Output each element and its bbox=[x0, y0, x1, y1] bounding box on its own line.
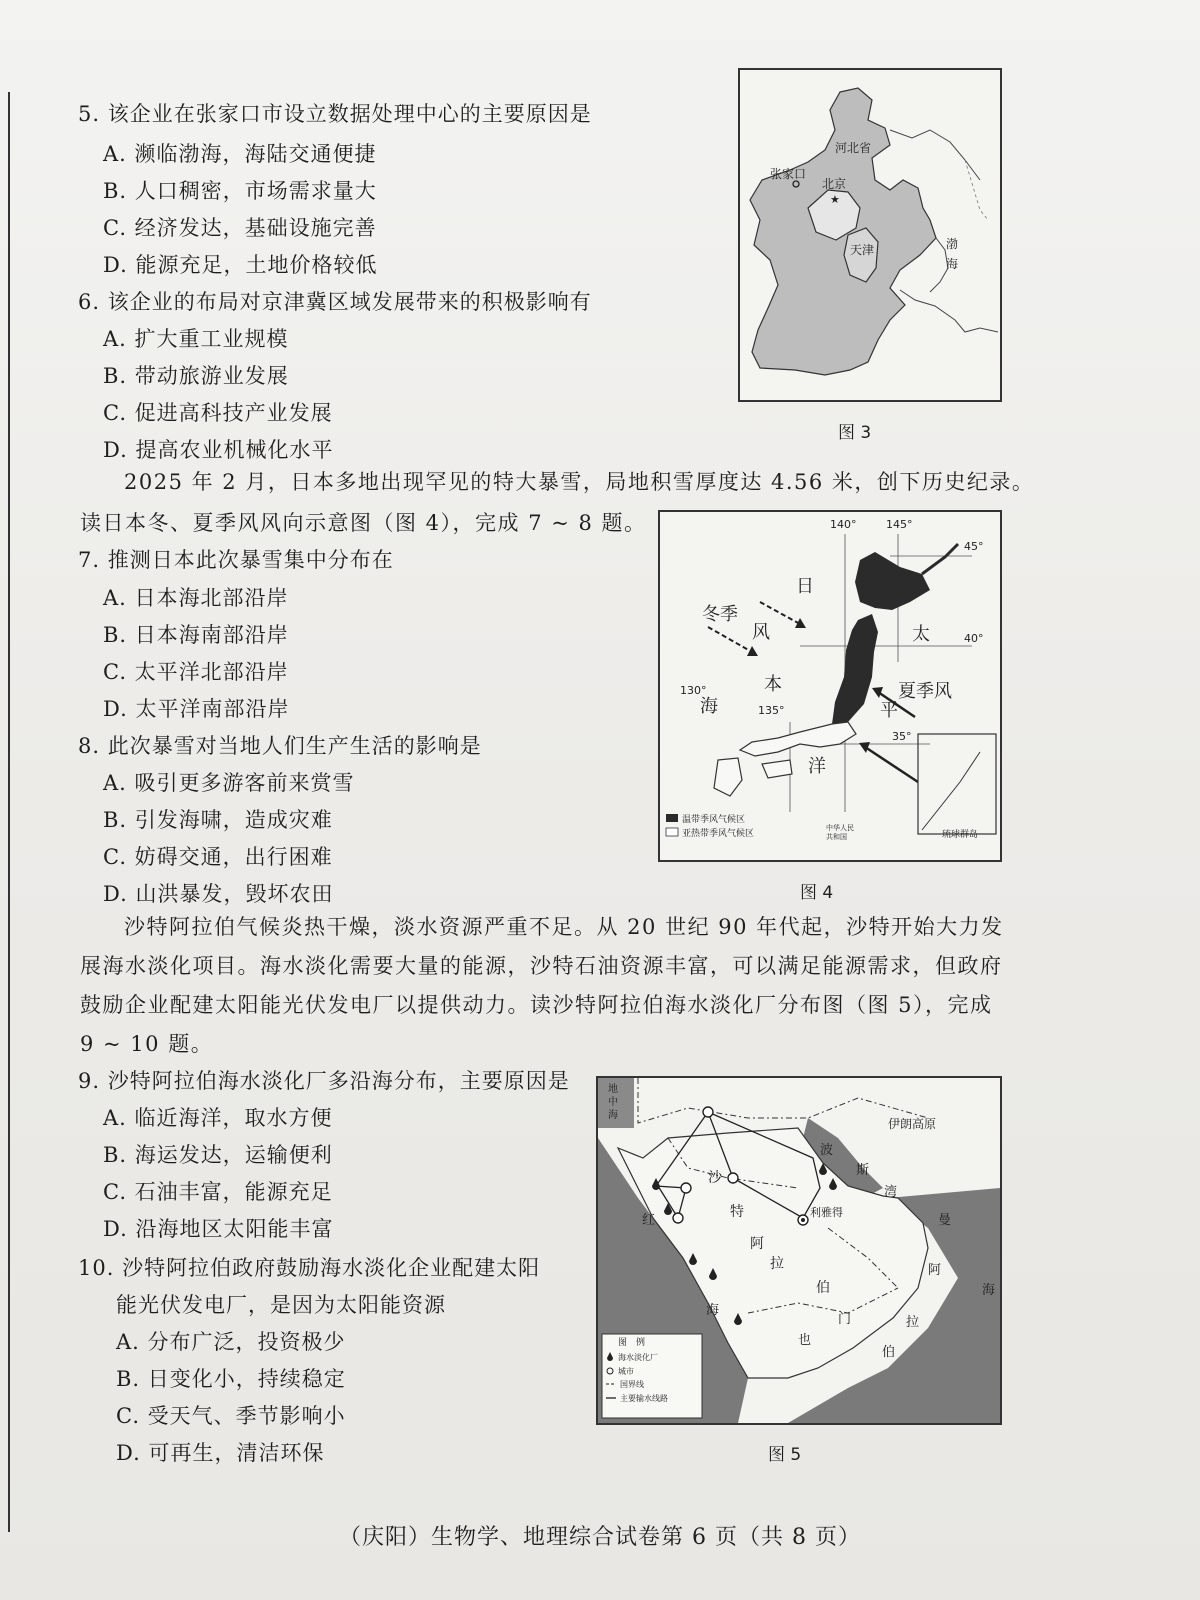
yemen-label-1: 门 bbox=[838, 1312, 852, 1327]
q6-stem: 6. 该企业的布局对京津冀区域发展带来的积极影响有 bbox=[78, 290, 592, 314]
hokkaido bbox=[855, 552, 930, 610]
q5-option-b: B. 人口稠密，市场需求量大 bbox=[103, 179, 377, 203]
lon-130: 130° bbox=[680, 684, 707, 697]
q6-option-d: D. 提高农业机械化水平 bbox=[103, 438, 334, 462]
passage3-line2: 展海水淡化项目。海水淡化需要大量的能源，沙特石油资源丰富，可以满足能源需求，但政府 bbox=[80, 954, 1003, 978]
lat-40: 40° bbox=[964, 632, 984, 645]
pacific-label-3: 洋 bbox=[808, 756, 826, 777]
q7-option-d: D. 太平洋南部沿岸 bbox=[103, 697, 290, 721]
q5-option-d: D. 能源充足，土地价格较低 bbox=[103, 253, 378, 277]
arabian-sea-label-1: 阿 bbox=[928, 1263, 942, 1278]
q6-option-a: A. 扩大重工业规模 bbox=[103, 327, 289, 351]
kyushu bbox=[714, 758, 742, 796]
honshu-south bbox=[740, 722, 856, 756]
q9-stem: 9. 沙特阿拉伯海水淡化厂多沿海分布，主要原因是 bbox=[78, 1069, 570, 1093]
city-icon bbox=[728, 1173, 738, 1183]
passage2-line2: 读日本冬、夏季风风向示意图（图 4），完成 7 ~ 8 题。 bbox=[80, 511, 647, 535]
q10-option-c: C. 受天气、季节影响小 bbox=[116, 1404, 346, 1428]
mediterranean-label-1: 地 bbox=[608, 1084, 618, 1095]
oman-label: 曼 bbox=[938, 1213, 952, 1228]
q7-option-c: C. 太平洋北部沿岸 bbox=[103, 660, 289, 684]
persian-gulf-label-1: 波 bbox=[820, 1143, 834, 1158]
iran-plateau-label: 伊朗高原 bbox=[888, 1117, 937, 1131]
red-sea-label-1: 红 bbox=[642, 1213, 656, 1228]
q5-option-a: A. 濒临渤海，海陆交通便捷 bbox=[103, 142, 377, 166]
lon-145: 145° bbox=[886, 518, 913, 531]
lon-140: 140° bbox=[830, 518, 857, 531]
temperate-legend-swatch bbox=[666, 814, 678, 822]
q8-option-b: B. 引发海啸，造成灾难 bbox=[103, 808, 333, 832]
q5-stem: 5. 该企业在张家口市设立数据处理中心的主要原因是 bbox=[78, 102, 592, 126]
pacific-label-2: 平 bbox=[880, 700, 898, 721]
q9-option-a: A. 临近海洋，取水方便 bbox=[103, 1106, 333, 1130]
legend-city: 城市 bbox=[618, 1367, 634, 1376]
q10-stem-line2: 能光伏发电厂，是因为太阳能资源 bbox=[116, 1293, 446, 1317]
saudi-label-2: 特 bbox=[730, 1204, 744, 1220]
riyadh-label: 利雅得 bbox=[810, 1206, 843, 1219]
bohai-label-2: 海 bbox=[946, 257, 959, 271]
figure-5-caption: 图 5 bbox=[768, 1445, 802, 1465]
figure-4-caption: 图 4 bbox=[800, 883, 834, 903]
lat-45: 45° bbox=[964, 540, 984, 553]
page-footer: （庆阳）生物学、地理综合试卷第 6 页（共 8 页） bbox=[339, 1525, 861, 1550]
q8-option-a: A. 吸引更多游客前来赏雪 bbox=[103, 771, 355, 795]
saudi-label-4: 拉 bbox=[770, 1256, 784, 1272]
capital-star-icon: ★ bbox=[830, 193, 840, 206]
q8-stem: 8. 此次暴雪对当地人们生产生活的影响是 bbox=[78, 734, 482, 758]
inset-label-left-2: 共和国 bbox=[826, 833, 847, 841]
q7-option-b: B. 日本海南部沿岸 bbox=[103, 623, 289, 647]
city-icon bbox=[681, 1183, 691, 1193]
shikoku bbox=[762, 760, 792, 778]
lon-135: 135° bbox=[758, 704, 785, 717]
honshu-north bbox=[832, 614, 878, 724]
lat-35: 35° bbox=[892, 730, 912, 743]
q10-stem-line1: 10. 沙特阿拉伯政府鼓励海水淡化企业配建太阳 bbox=[78, 1256, 541, 1280]
arabian-sea-label-3: 伯 bbox=[882, 1345, 896, 1360]
saudi-label-3: 阿 bbox=[750, 1236, 764, 1252]
passage3-line3: 鼓励企业配建太阳能光伏发电厂以提供动力。读沙特阿拉伯海水淡化厂分布图（图 5），完成 bbox=[80, 993, 993, 1017]
q10-option-b: B. 日变化小，持续稳定 bbox=[116, 1367, 346, 1391]
subtropical-legend-swatch bbox=[666, 828, 678, 836]
sea-of-japan-label-1: 日 bbox=[796, 576, 814, 597]
beijing-label: 北京 bbox=[822, 177, 847, 191]
sea-of-japan-label-3: 海 bbox=[700, 696, 718, 717]
mediterranean-label-3: 海 bbox=[608, 1110, 618, 1121]
zhangjiakou-label: 张家口 bbox=[770, 167, 807, 181]
q5-option-c: C. 经济发达，基础设施完善 bbox=[103, 216, 377, 240]
legend-temperate: 温带季风气候区 bbox=[682, 815, 746, 825]
figure-3-caption: 图 3 bbox=[838, 423, 872, 443]
persian-gulf-label-2: 斯 bbox=[856, 1163, 870, 1178]
figure-5-map bbox=[596, 1076, 1002, 1425]
city-icon bbox=[673, 1213, 683, 1223]
q10-option-d: D. 可再生，清洁环保 bbox=[116, 1441, 325, 1465]
q10-option-a: A. 分布广泛，投资极少 bbox=[116, 1330, 346, 1354]
passage3-line1: 沙特阿拉伯气候炎热干燥，淡水资源严重不足。从 20 世纪 90 年代起，沙特开始大力发 bbox=[124, 915, 1004, 939]
figure-4-map bbox=[658, 510, 1002, 862]
arabian-sea-label-2: 拉 bbox=[906, 1315, 920, 1330]
figure-3-map bbox=[738, 68, 1002, 402]
passage2-line1: 2025 年 2 月，日本多地出现罕见的特大暴雪，局地积雪厚度达 4.56 米，创下历史纪录。 bbox=[124, 470, 1035, 494]
q8-option-d: D. 山洪暴发，毁坏农田 bbox=[103, 882, 334, 906]
legend-desalination: 海水淡化厂 bbox=[618, 1353, 658, 1362]
pacific-label-1: 太 bbox=[912, 624, 930, 645]
sea-of-japan-label-2: 本 bbox=[764, 674, 782, 695]
binding-line bbox=[8, 92, 10, 1532]
q6-option-b: B. 带动旅游业发展 bbox=[103, 364, 289, 388]
q9-option-b: B. 海运发达，运输便利 bbox=[103, 1143, 333, 1167]
bohai-label-1: 渤 bbox=[946, 237, 959, 251]
inset-label-ryukyu: 琉球群岛 bbox=[942, 830, 979, 840]
q7-option-a: A. 日本海北部沿岸 bbox=[103, 586, 289, 610]
q6-option-c: C. 促进高科技产业发展 bbox=[103, 401, 333, 425]
city-icon bbox=[703, 1107, 713, 1117]
tianjin-label: 天津 bbox=[850, 243, 875, 257]
q9-option-d: D. 沿海地区太阳能丰富 bbox=[103, 1217, 334, 1241]
q8-option-c: C. 妨碍交通，出行困难 bbox=[103, 845, 333, 869]
winter-monsoon-label-2: 风 bbox=[752, 622, 770, 643]
legend-subtropical: 亚热带季风气候区 bbox=[682, 829, 755, 839]
legend-title: 图 例 bbox=[618, 1338, 646, 1348]
saudi-label-1: 沙 bbox=[708, 1170, 722, 1186]
hebei-label: 河北省 bbox=[835, 141, 872, 155]
winter-monsoon-label-1: 冬季 bbox=[702, 604, 738, 625]
saudi-label-5: 伯 bbox=[816, 1280, 830, 1296]
persian-gulf-label-3: 湾 bbox=[884, 1185, 898, 1200]
summer-monsoon-label: 夏季风 bbox=[898, 681, 952, 702]
legend-pipeline: 主要输水线路 bbox=[620, 1394, 668, 1403]
mediterranean-label-2: 中 bbox=[608, 1097, 618, 1108]
inset-label-left-1: 中华人民 bbox=[826, 824, 854, 832]
q9-option-c: C. 石油丰富，能源充足 bbox=[103, 1180, 333, 1204]
passage3-line4: 9 ~ 10 题。 bbox=[80, 1032, 214, 1056]
q7-stem: 7. 推测日本此次暴雪集中分布在 bbox=[78, 548, 394, 572]
yemen-label-2: 也 bbox=[798, 1333, 812, 1348]
arabian-sea-label-4: 海 bbox=[982, 1283, 996, 1298]
red-sea-label-2: 海 bbox=[706, 1303, 720, 1318]
legend-border: 国界线 bbox=[620, 1380, 644, 1389]
